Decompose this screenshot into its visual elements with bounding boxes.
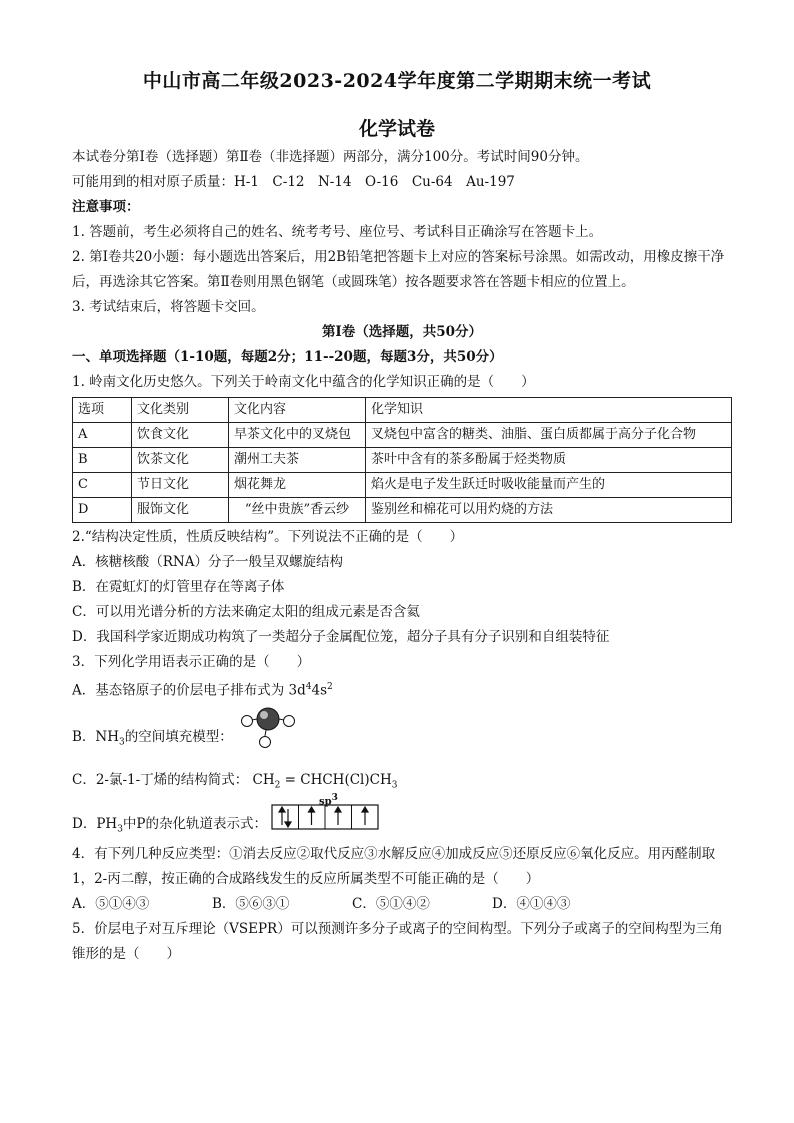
table-cell: 茶叶中含有的茶多酚属于烃类物质 (366, 448, 732, 473)
orbital-label-text: sp (319, 796, 332, 808)
table-cell: 早茶文化中的叉烧包 (229, 423, 366, 448)
q3-option-c (72, 768, 732, 799)
table-cell: 鉴别丝和棉花可以用灼烧的方法 (366, 498, 732, 523)
orbital-label (319, 786, 338, 814)
table-row (73, 423, 732, 448)
table-cell: C (73, 473, 132, 498)
q3-d-text-part: D．PH (72, 815, 118, 832)
q3-a-formula-part: 4s (311, 682, 328, 699)
q3-d-subscript: 3 (117, 824, 123, 835)
table-cell: B (73, 448, 132, 473)
q3-option-d (72, 793, 732, 842)
notice-1: 1. 答题前，考生必须将自己的姓名、统考考号、座位号、考试科目正确涂写在答题卡上。 (72, 224, 603, 240)
q3-d-text-part: 中P的杂化轨道表示式： (122, 815, 268, 832)
table-cell: 叉烧包中富含的糖类、油脂、蛋白质都属于高分子化合物 (366, 423, 732, 448)
table-cell: 烟花舞龙 (229, 473, 366, 498)
table-row (73, 473, 732, 498)
table-cell: “丝中贵族”香云纱 (229, 498, 366, 523)
table-cell: 潮州工夫茶 (229, 448, 366, 473)
notice-3: 3. 考试结束后，将答题卡交回。 (72, 299, 265, 315)
table-cell: 饮食文化 (132, 423, 229, 448)
table-row (73, 498, 732, 523)
q3-c-subscript: 2 (274, 780, 281, 791)
q3-option-a (72, 675, 732, 704)
q4-option-c: C．⑤①④② (352, 896, 430, 913)
q1-table (72, 397, 732, 523)
q3-a-superscript: 2 (327, 682, 333, 692)
q5-stem: 5．价层电子对互斥理论（VSEPR）可以预测许多分子或离子的空间构型。下列分子或离子的空间构型为三角锥形的是（ ） (72, 921, 723, 963)
q4-option-b: B．⑤⑥③① (212, 896, 290, 913)
q2-option-d: D．我国科学家近期成功构筑了一类超分子金属配位笼，超分子具有分子识别和自组装特征 (72, 629, 610, 645)
intro-line-1: 本试卷分第Ⅰ卷（选择题）第Ⅱ卷（非选择题）两部分，满分100分。考试时间90分钟。 (72, 149, 589, 165)
q3-d-text (72, 812, 267, 843)
q3-a-formula-part: 3d (288, 682, 306, 699)
q3-b-subscript: 3 (119, 737, 125, 748)
q3-c-formula-part: CH (252, 771, 275, 788)
q4-options (72, 892, 732, 917)
exam-body (72, 145, 732, 967)
q2-option-b: B．在霓虹灯的灯管里存在等离子体 (72, 579, 285, 595)
table-cell: D (73, 498, 132, 523)
notice-2: 2. 第Ⅰ卷共20小题：每小题选出答案后，用2B铅笔把答题卡上对应的答案标号涂黑。如需改动，用橡皮擦干净后，再选涂其它答案。第Ⅱ卷则用黑色钢笔（或圆珠笔）按各题要求答在答题卡相应的位置上。 (72, 249, 725, 290)
exam-subtitle: 化学试卷 (358, 118, 435, 140)
q3-c-subscript: 3 (391, 780, 398, 791)
part-title: 一、单项选择题（1-10题，每题2分；11--20题，每题3分，共50分） (72, 349, 503, 365)
table-cell: 节日文化 (132, 473, 229, 498)
sp3-orbital-diagram (271, 793, 379, 842)
q3-c-text: C．2-氯-1-丁烯的结构简式： (72, 771, 249, 788)
q3-a-superscript: 4 (305, 682, 312, 692)
notice-heading: 注意事项： (72, 199, 140, 215)
table-cell: 服饰文化 (132, 498, 229, 523)
q3-stem: 3．下列化学用语表示正确的是（ ） (72, 654, 311, 670)
table-header-cell: 化学知识 (366, 398, 732, 423)
intro-line-2: 可能用到的相对原子质量：H-1 C-12 N-14 O-16 Cu-64 Au-197 (72, 174, 515, 190)
table-header-cell: 文化类别 (132, 398, 229, 423)
q2-stem: 2.“结构决定性质，性质反映结构”。下列说法不正确的是（ ） (72, 529, 464, 545)
section-title: 第Ⅰ卷（选择题，共50分） (321, 324, 483, 340)
table-cell: 焰火是电子发生跃迁时吸收能量而产生的 (366, 473, 732, 498)
q2-option-a: A．核糖核酸（RNA）分子一般呈双螺旋结构 (72, 554, 343, 570)
table-cell: A (73, 423, 132, 448)
q3-b-text (72, 725, 233, 756)
q3-b-text-part: 的空间填充模型： (124, 728, 233, 745)
q4-option-a: A．⑤①④③ (72, 896, 150, 913)
table-header-cell: 文化内容 (229, 398, 366, 423)
orbital-label-superscript: 3 (331, 793, 338, 804)
nh3-space-filling-model-icon (233, 702, 303, 750)
table-row (73, 448, 732, 473)
q3-a-text: A．基态铬原子的价层电子排布式为 (72, 682, 285, 699)
q4-stem: 4．有下列几种反应类型：①消去反应②取代反应③水解反应④加成反应⑤还原反应⑥氧化反应。用丙醛制取1，2-丙二醇，按正确的合成路线发生的反应所属类型不可能正确的是（ ） (72, 846, 716, 888)
q3-option-b (72, 704, 732, 756)
q4-option-d: D．④①④③ (492, 896, 571, 913)
q2-option-c: C．可以用光谱分析的方法来确定太阳的组成元素是否含氦 (72, 604, 420, 620)
table-header-row (73, 398, 732, 423)
q1-stem: 1. 岭南文化历史悠久。下列关于岭南文化中蕴含的化学知识正确的是（ ） (72, 374, 535, 390)
q3-b-text-part: B．NH (72, 728, 120, 745)
table-cell: 饮茶文化 (132, 448, 229, 473)
q3-c-formula-part: = CHCH(Cl)CH (280, 771, 392, 788)
exam-title: 中山市高二年级2023-2024学年度第二学期期末统一考试 (142, 70, 652, 92)
table-header-cell: 选项 (73, 398, 132, 423)
